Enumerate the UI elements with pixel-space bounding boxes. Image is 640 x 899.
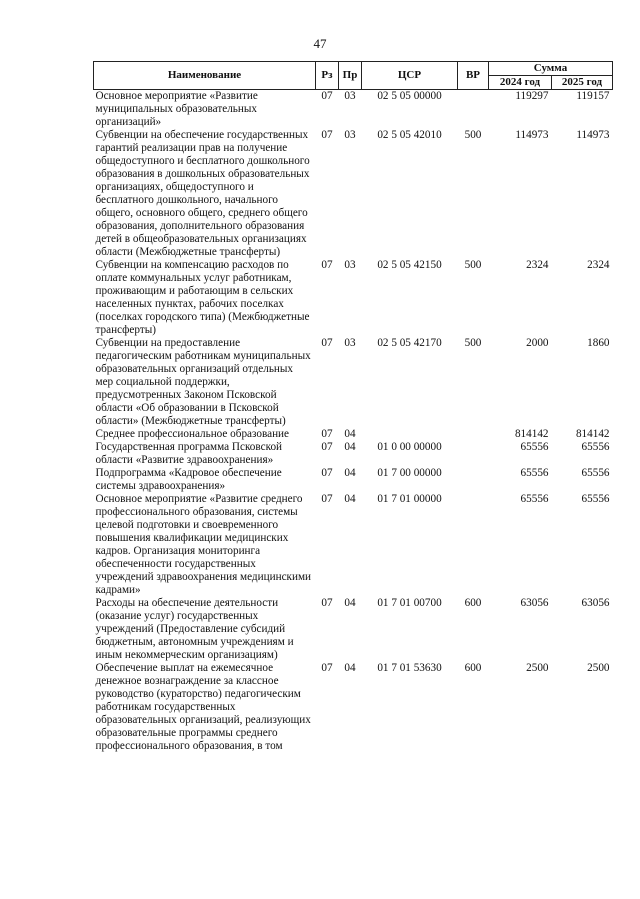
row-vr: 500	[464, 129, 482, 141]
row-name: Расходы на обеспечение деятельности (оказание услуг) государственных учреждений (Предоставление субсидий бюджетным, автономным учреждениям и иным некоммерческим организациям)	[95, 597, 294, 661]
row-sum-2025: 2324	[587, 259, 610, 271]
row-sum-2024: 2000	[526, 337, 549, 349]
row-rz: 07	[321, 428, 333, 440]
row-rz: 07	[321, 441, 333, 453]
row-sum-2025: 63056	[581, 597, 610, 609]
row-vr	[458, 90, 489, 130]
header-csr: ЦСР	[362, 62, 458, 90]
table-row	[94, 467, 613, 493]
row-csr: 01 7 01 00700	[377, 597, 442, 609]
row-sum-2024: 114973	[515, 129, 549, 141]
row-rz: 07	[321, 662, 333, 674]
row-sum-2024: 65556	[520, 467, 549, 479]
table-body	[94, 90, 613, 754]
table-row	[94, 259, 613, 337]
table-row	[94, 129, 613, 259]
table-row	[94, 662, 613, 753]
table-row	[94, 597, 613, 662]
row-sum-2025: 1860	[587, 337, 610, 349]
table-row	[94, 337, 613, 428]
row-csr: 02 5 05 42010	[377, 129, 442, 141]
row-csr	[362, 428, 458, 441]
row-vr: 600	[464, 662, 482, 674]
row-sum-2025: 65556	[581, 467, 610, 479]
row-csr: 01 7 01 00000	[377, 493, 442, 505]
row-sum-2024: 2324	[526, 259, 549, 271]
row-sum-2025: 65556	[581, 493, 610, 505]
row-rz: 07	[321, 337, 333, 349]
row-rz: 07	[321, 493, 333, 505]
table-header	[94, 62, 613, 90]
row-rz: 07	[321, 597, 333, 609]
row-sum-2025: 814142	[575, 428, 610, 440]
row-rz: 07	[321, 129, 333, 141]
row-vr	[458, 493, 489, 597]
row-csr: 02 5 05 00000	[377, 90, 442, 102]
row-vr: 500	[464, 259, 482, 271]
row-csr: 01 0 00 00000	[377, 441, 442, 453]
table-row	[94, 428, 613, 441]
row-name: Основное мероприятие «Развитие муниципальных образовательных организаций»	[95, 90, 258, 128]
row-sum-2025: 114973	[576, 129, 610, 141]
row-pr: 03	[344, 90, 356, 102]
row-name: Субвенции на обеспечение государственных гарантий реализации прав на получение общедоступного и бесплатного дошкольного образования в дошкольных образовательных организациях, общедоступного и бесплатного дошкольного, начального общего, основного общего, среднего общего образования, дополнительного образования детей в общеобразовательных организациях области (Межбюджетные трансферты)	[95, 129, 310, 258]
row-csr: 02 5 05 42170	[377, 337, 442, 349]
row-csr: 01 7 00 00000	[377, 467, 442, 479]
page-number: 47	[313, 36, 327, 51]
table-row	[94, 90, 613, 130]
row-rz: 07	[321, 467, 333, 479]
row-csr: 01 7 01 53630	[377, 662, 442, 674]
row-sum-2024: 63056	[520, 597, 549, 609]
table-row	[94, 441, 613, 467]
header-year-2025: 2025 год	[552, 76, 613, 90]
header-name: Наименование	[94, 62, 316, 90]
row-vr	[458, 467, 489, 493]
row-sum-2025: 119157	[576, 90, 610, 102]
row-pr: 03	[344, 259, 356, 271]
row-pr: 04	[344, 467, 356, 479]
row-sum-2024: 65556	[520, 493, 549, 505]
row-pr: 04	[344, 597, 356, 609]
row-pr: 04	[344, 662, 356, 674]
row-name: Обеспечение выплат на ежемесячное денежное вознаграждение за классное руководство (кураторство) педагогическим работникам государственных образовательных организаций, реализующих образовательные программы среднего профессионального образования, в том	[95, 662, 311, 752]
row-name: Государственная программа Псковской области «Развитие здравоохранения»	[95, 441, 283, 466]
row-rz: 07	[321, 259, 333, 271]
header-vr: ВР	[458, 62, 489, 90]
row-pr: 04	[344, 493, 356, 505]
row-sum-2025: 2500	[587, 662, 610, 674]
row-rz: 07	[321, 90, 333, 102]
row-vr	[458, 441, 489, 467]
row-name: Подпрограмма «Кадровое обеспечение системы здравоохранения»	[95, 467, 282, 492]
row-name: Среднее профессиональное образование	[95, 428, 290, 440]
row-sum-2024: 119297	[515, 90, 549, 102]
row-vr	[458, 428, 489, 441]
row-vr: 500	[464, 337, 482, 349]
header-pr: Пр	[339, 62, 362, 90]
row-name: Субвенции на предоставление педагогическим работникам муниципальных образовательных организаций отдельных мер социальной поддержки, предусмотренных Законом Псковской области «Об образовании в Псковской области» (Межбюджетные трансферты)	[95, 337, 311, 427]
table-row	[94, 493, 613, 597]
row-sum-2024: 2500	[526, 662, 549, 674]
row-sum-2024: 814142	[514, 428, 549, 440]
row-sum-2025: 65556	[581, 441, 610, 453]
budget-table	[93, 61, 613, 753]
row-csr: 02 5 05 42150	[377, 259, 442, 271]
row-pr: 04	[344, 428, 356, 440]
row-pr: 03	[344, 129, 356, 141]
row-name: Субвенции на компенсацию расходов по оплате коммунальных услуг работникам, проживающим и работающим в сельских населенных пунктах, рабочих поселках (поселках городского типа) (Межбюджетные трансферты)	[95, 259, 310, 336]
row-vr: 600	[464, 597, 482, 609]
header-sum: Сумма	[489, 62, 613, 76]
header-rz: Рз	[316, 62, 339, 90]
row-pr: 03	[344, 337, 356, 349]
row-sum-2024: 65556	[520, 441, 549, 453]
row-name: Основное мероприятие «Развитие среднего профессионального образования, системы целевой подготовки и своевременного повышения квалификации медицинских кадров. Организация мониторинга обеспеченности государственных учреждений здравоохранения медицинскими кадрами»	[95, 493, 312, 596]
header-year-2024: 2024 год	[489, 76, 552, 90]
row-pr: 04	[344, 441, 356, 453]
